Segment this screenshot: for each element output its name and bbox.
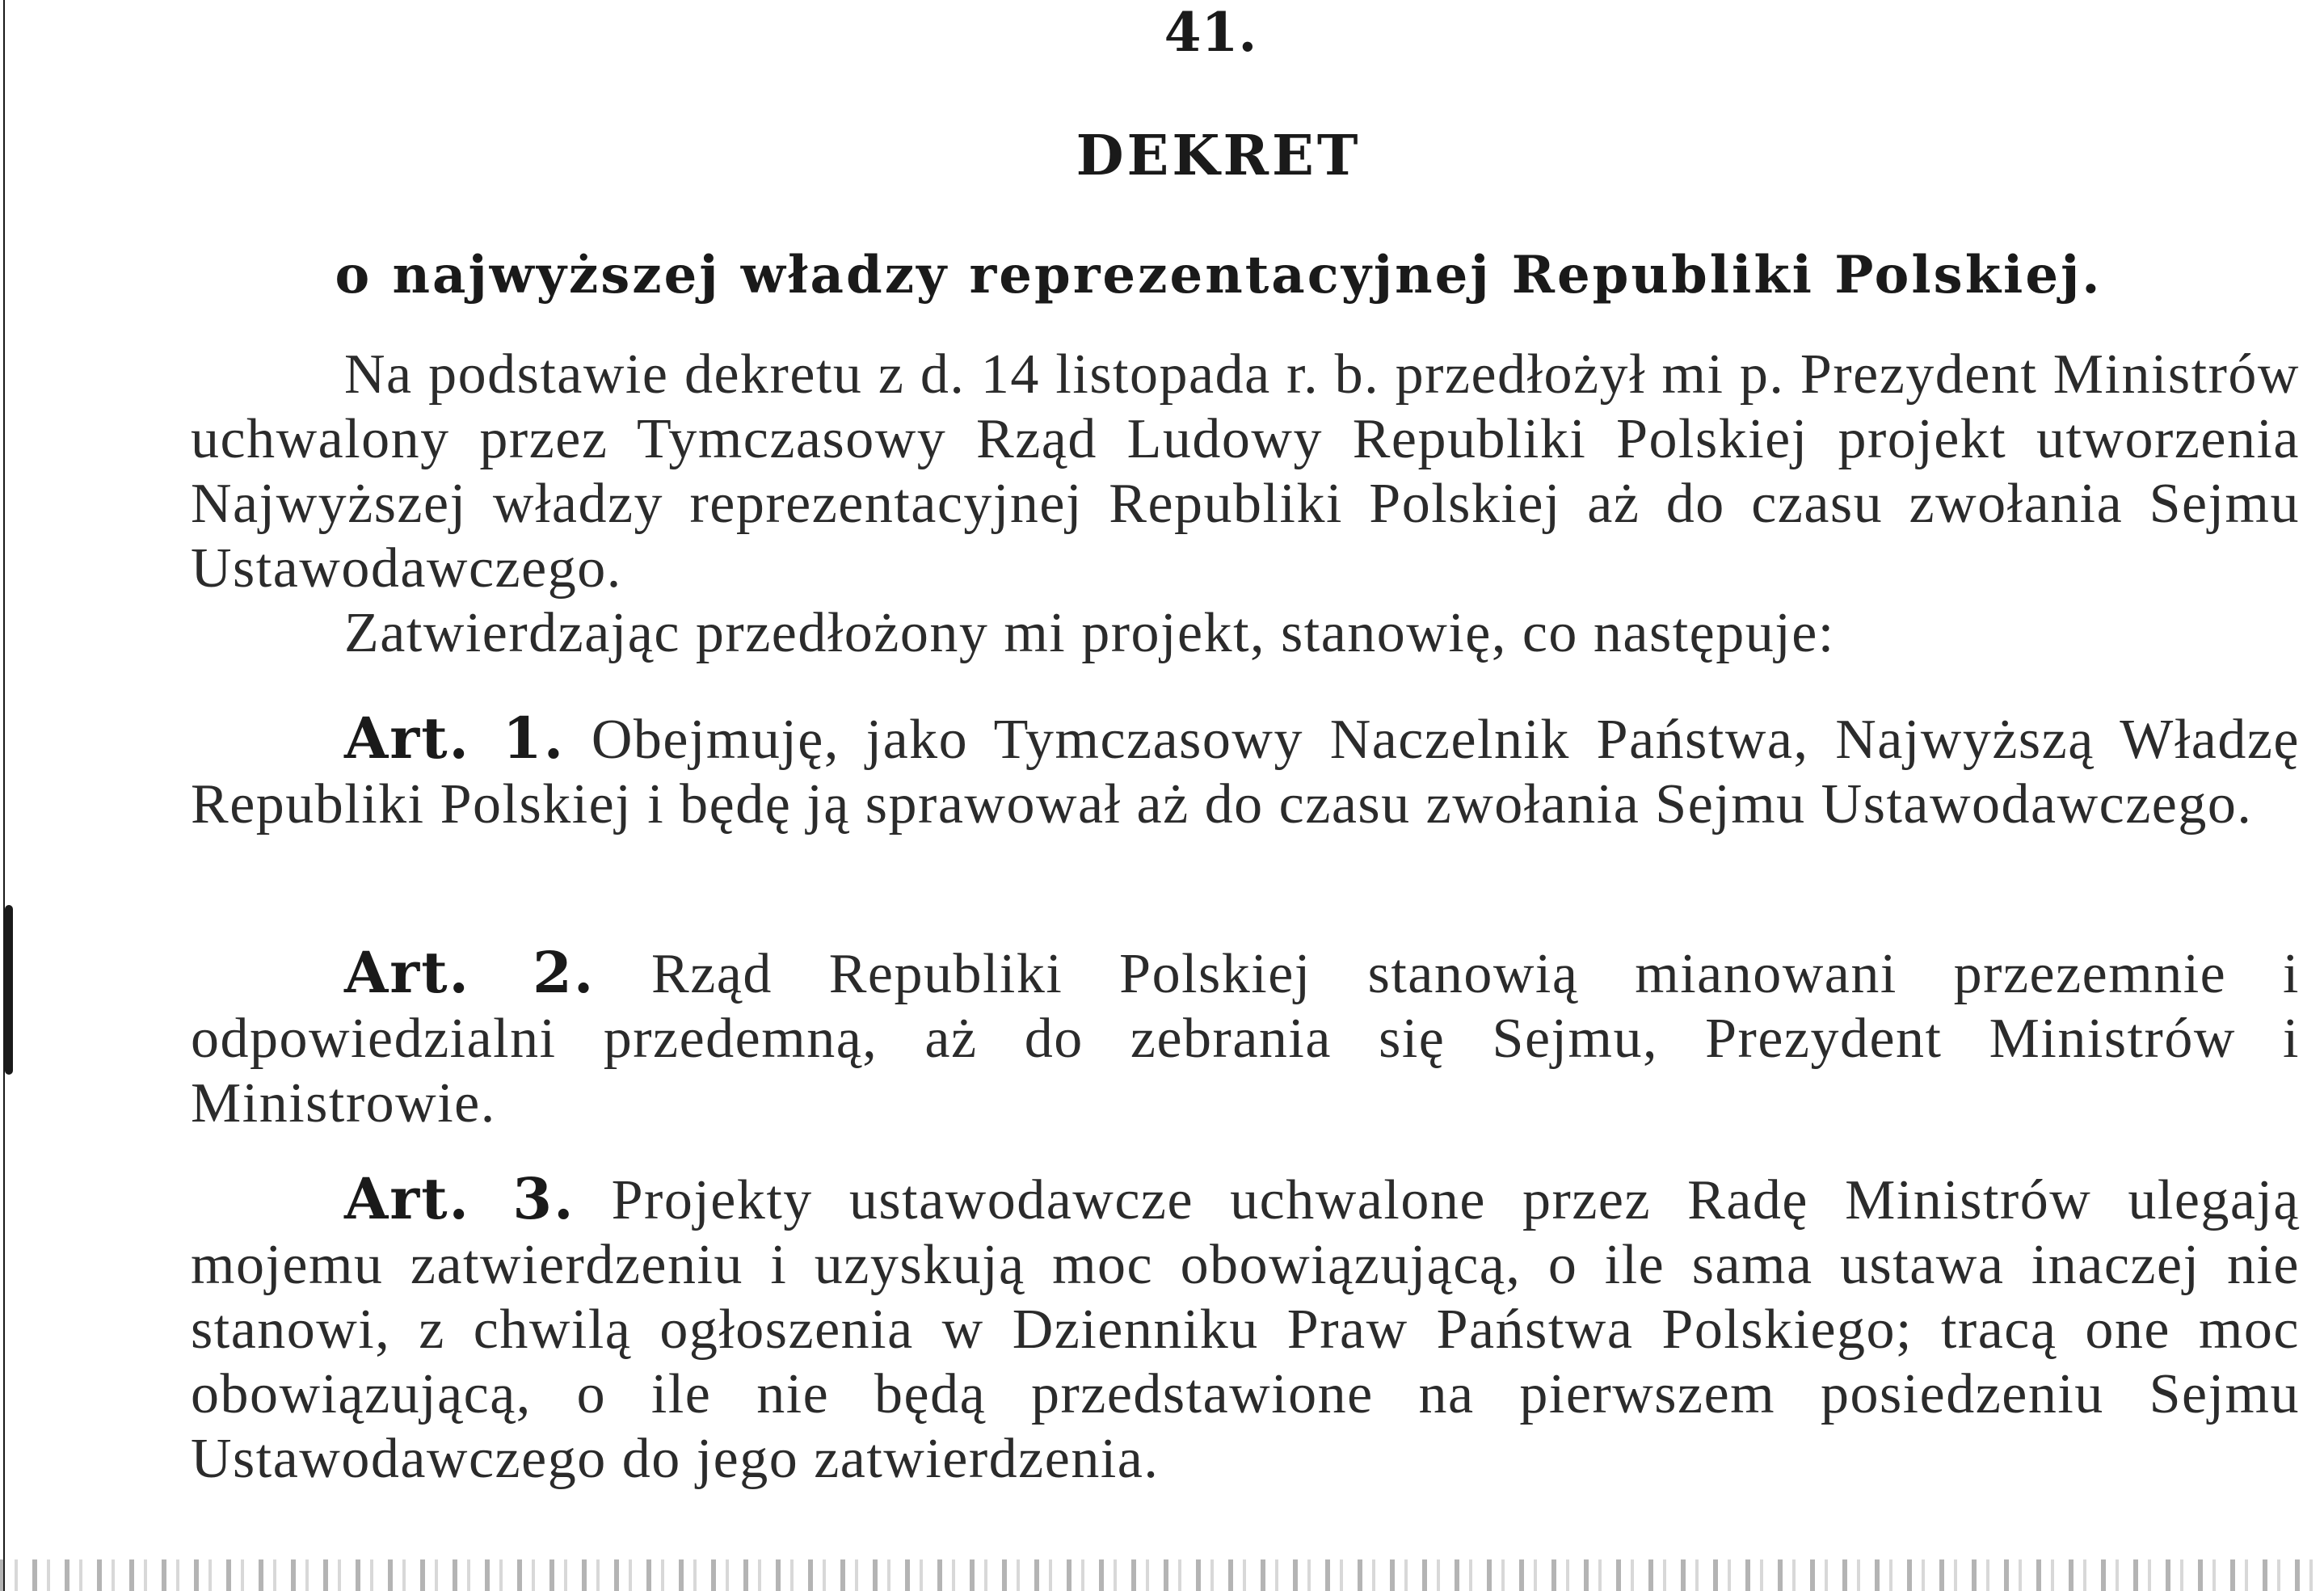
- article-2-label: Art. 2.: [344, 939, 596, 1006]
- page-number: 41.: [1164, 1, 1257, 64]
- article-3-label: Art. 3.: [344, 1165, 575, 1232]
- document-title: DEKRET: [1076, 124, 1362, 188]
- article-1-label: Art. 1.: [344, 705, 566, 772]
- article-2: [191, 941, 2300, 1136]
- paragraph-approval-text: Zatwierdzając przedłożony mi projekt, stanowię, co następuje:: [344, 602, 1835, 664]
- article-3: [191, 1167, 2300, 1492]
- document-subtitle: o najwyższej władzy reprezentacyjnej Republiki Polskiej.: [335, 245, 2103, 305]
- paragraph-approval: [191, 601, 2300, 666]
- article-3-text: Projekty ustawodawcze uchwalone przez Radę Ministrów ulegają mojemu zatwierdzeniu i uzyskują moc obowiązującą, o ile sama ustawa inaczej nie stanowi, z chwilą ogłoszenia w Dzienniku Praw Państwa Polskiego; tracą one moc obowiązującą, o ile nie będą przedstawione na pierwszem posiedzeniu Sejmu Ustawodawczego do jego zatwierdzenia.: [191, 1169, 2301, 1490]
- article-2-text: Rząd Republiki Polskiej stanowią mianowani przezemnie i odpowiedzialni przedemną, aż do zebrania się Sejmu, Prezydent Ministrów i Ministrowie.: [191, 943, 2301, 1134]
- paragraph-intro-text: Na podstawie dekretu z d. 14 listopada r. b. przedłożył mi p. Prezydent Ministrów uchwalony przez Tymczasowy Rząd Ludowy Republiki Polskiej projekt utworzenia Najwyższej władzy reprezentacyjnej Republiki Polskiej aż do czasu zwołania Sejmu Ustawodawczego.: [191, 343, 2300, 600]
- page-edge-mark: [5, 905, 13, 1075]
- article-1: [191, 706, 2300, 837]
- scan-noise-strip: [0, 1559, 2324, 1591]
- paragraph-intro: [191, 343, 2300, 601]
- article-1-text: Obejmuję, jako Tymczasowy Naczelnik Państwa, Najwyższą Władzę Republiki Polskiej i będę ją sprawował aż do czasu zwołania Sejmu Ustawodawczego.: [191, 709, 2300, 835]
